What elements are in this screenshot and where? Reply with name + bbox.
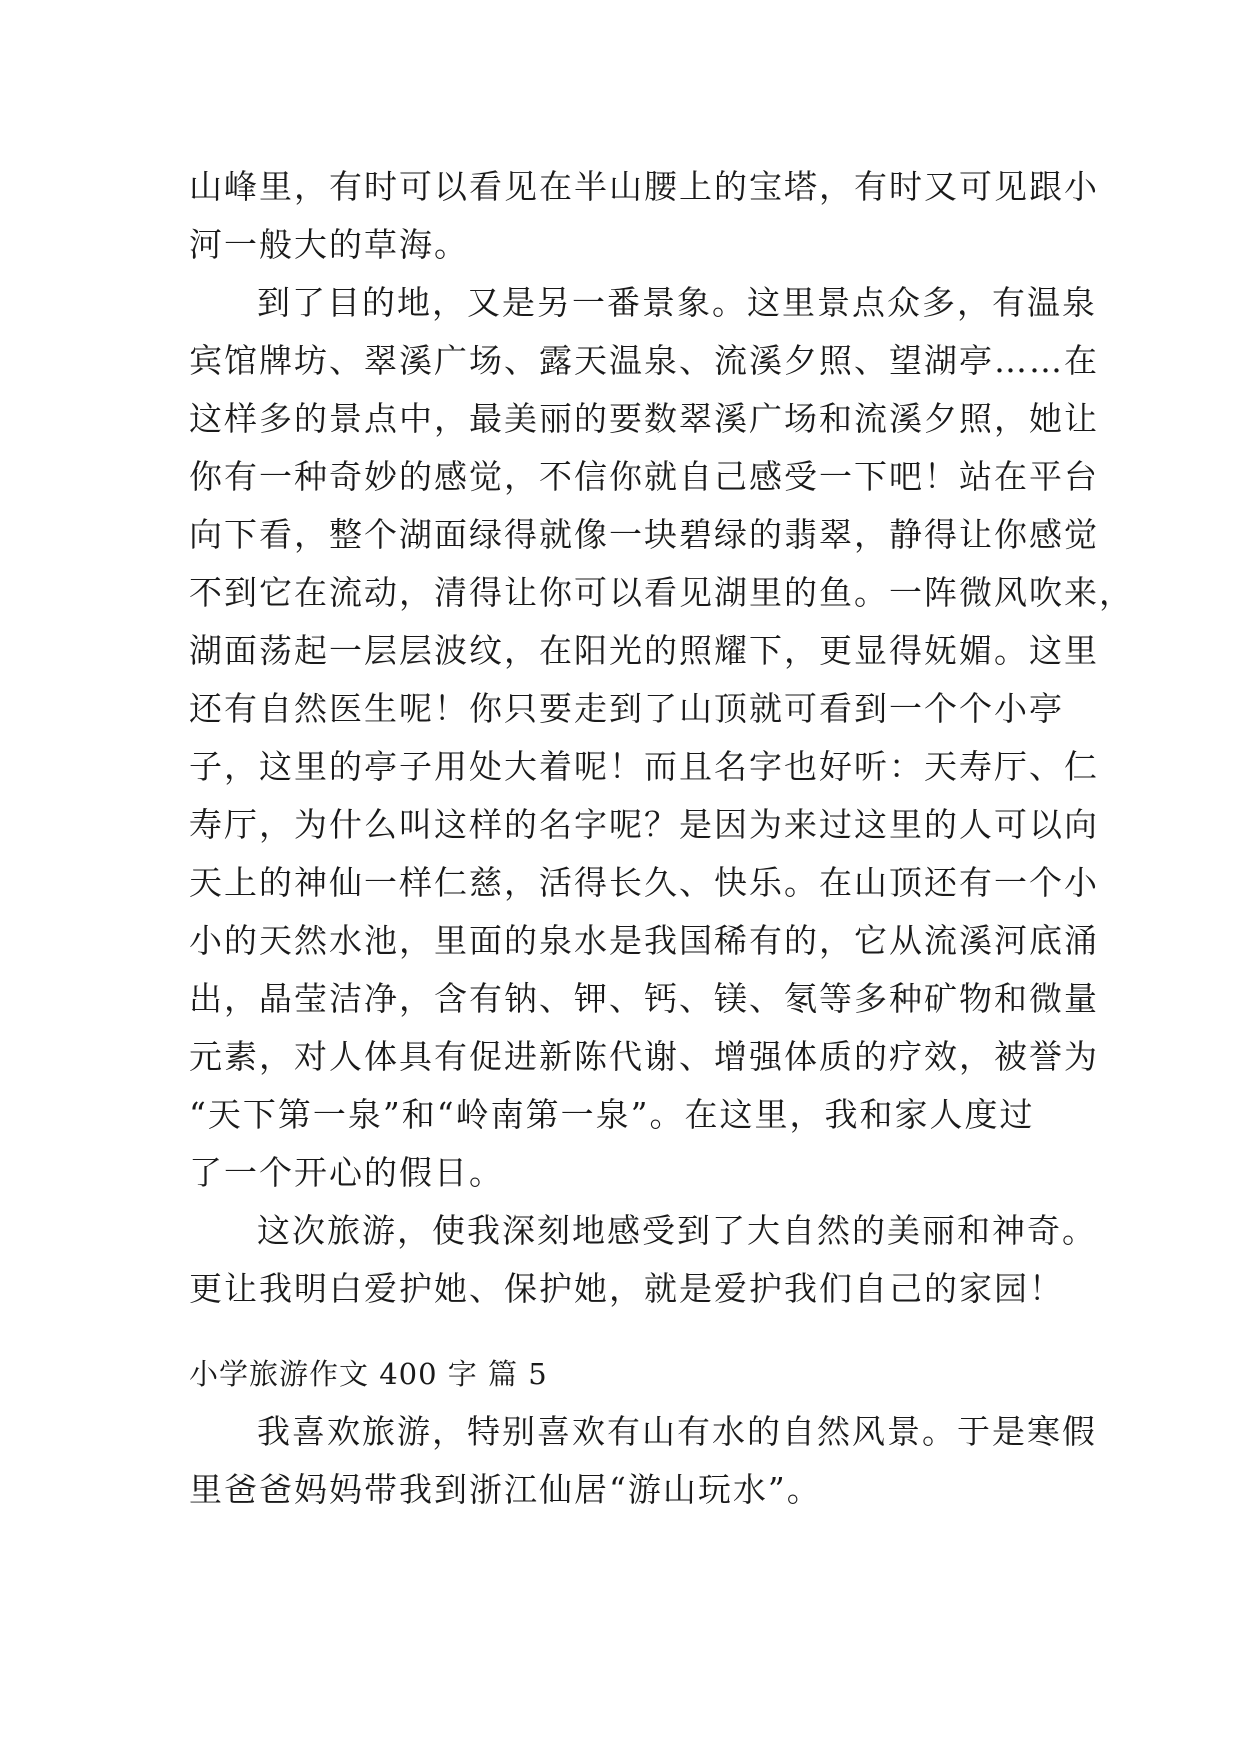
text-line: 小的天然水池，里面的泉水是我国稀有的，它从流溪河底涌	[189, 921, 1099, 960]
paragraph-1	[189, 158, 1099, 274]
text-line: 你有一种奇妙的感觉，不信你就自己感受一下吧！站在平台	[189, 457, 1099, 496]
text-line: 湖面荡起一层层波纹，在阳光的照耀下，更显得妩媚。这里	[189, 631, 1099, 670]
text-line: 更让我明白爱护她、保护她，就是爱护我们自己的家园！	[189, 1269, 1064, 1308]
section-heading: 小学旅游作文 400 字 篇 5	[189, 1357, 548, 1391]
text-line: 这样多的景点中，最美丽的要数翠溪广场和流溪夕照，她让	[189, 399, 1099, 438]
text-line: 里爸爸妈妈带我到浙江仙居“游山玩水”。	[189, 1470, 822, 1509]
text-line: 到了目的地，又是另一番景象。这里景点众多，有温泉	[257, 283, 1097, 322]
text-line: 子，这里的亭子用处大着呢！而且名字也好听：天寿厅、仁	[189, 747, 1099, 786]
text-line: 这次旅游，使我深刻地感受到了大自然的美丽和神奇。	[257, 1211, 1097, 1250]
paragraph-3	[189, 1202, 1097, 1318]
text-line: 不到它在流动，清得让你可以看见湖里的鱼。一阵微风吹来，	[189, 573, 1134, 612]
text-line: 天上的神仙一样仁慈，活得长久、快乐。在山顶还有一个小	[189, 863, 1099, 902]
text-line: 元素，对人体具有促进新陈代谢、增强体质的疗效，被誉为	[189, 1037, 1099, 1076]
text-line: 了一个开心的假日。	[189, 1153, 504, 1192]
text-line: 还有自然医生呢！你只要走到了山顶就可看到一个个小亭	[189, 689, 1064, 728]
paragraph-2	[189, 274, 1134, 1202]
paragraph-4	[189, 1403, 1097, 1519]
text-line: 河一般大的草海。	[189, 225, 469, 264]
text-line: 寿厅，为什么叫这样的名字呢？是因为来过这里的人可以向	[189, 805, 1099, 844]
text-line: 我喜欢旅游，特别喜欢有山有水的自然风景。于是寒假	[257, 1412, 1097, 1451]
text-line: 向下看，整个湖面绿得就像一块碧绿的翡翠，静得让你感觉	[189, 515, 1099, 554]
text-line: “天下第一泉”和“岭南第一泉”。在这里，我和家人度过	[189, 1095, 1035, 1134]
section-gap	[189, 1318, 1051, 1345]
text-line: 出，晶莹洁净，含有钠、钾、钙、镁、氡等多种矿物和微量	[189, 979, 1099, 1018]
text-line: 宾馆牌坊、翠溪广场、露天温泉、流溪夕照、望湖亭……在	[189, 341, 1099, 380]
text-line: 山峰里，有时可以看见在半山腰上的宝塔，有时又可见跟小	[189, 167, 1099, 206]
document-page	[189, 158, 1134, 1519]
